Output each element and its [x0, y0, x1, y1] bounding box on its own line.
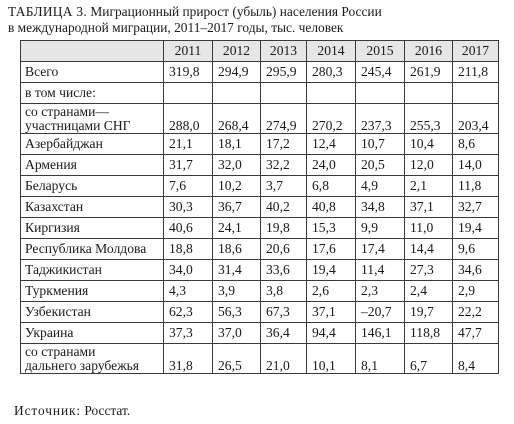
table-cell: 8,1	[356, 344, 405, 374]
table-cell: 319,8	[164, 62, 213, 83]
table-cell: 17,2	[261, 134, 307, 155]
table-cell: 9,9	[356, 218, 405, 239]
table-cell: 31,4	[213, 260, 261, 281]
table-row	[21, 197, 499, 218]
table-cell: 11,0	[405, 218, 453, 239]
row-label	[21, 344, 164, 374]
row-label	[21, 281, 164, 302]
table-cell: 118,8	[405, 323, 453, 344]
row-label-line: Азербайджан	[25, 136, 103, 151]
header-corner	[21, 41, 164, 62]
table-cell: –20,7	[356, 302, 405, 323]
table-row	[21, 134, 499, 155]
table-cell: 19,4	[453, 218, 499, 239]
table-cell: 22,2	[453, 302, 499, 323]
table-cell: 10,1	[307, 344, 356, 374]
row-label	[21, 260, 164, 281]
source-note	[14, 403, 130, 419]
table-cell: 18,6	[213, 239, 261, 260]
table-cell: 17,4	[356, 239, 405, 260]
table-cell: 12,4	[307, 134, 356, 155]
table-cell: 37,0	[213, 323, 261, 344]
table-cell: 211,8	[453, 62, 499, 83]
row-label-line: Таджикистан	[25, 262, 102, 277]
table-cell: 18,1	[213, 134, 261, 155]
table-cell: 33,6	[261, 260, 307, 281]
row-label	[21, 218, 164, 239]
year-header: 2012	[213, 41, 261, 62]
table-cell: 20,5	[356, 155, 405, 176]
table-cell: 237,3	[356, 104, 405, 134]
table-row	[21, 176, 499, 197]
table-cell: 11,4	[356, 260, 405, 281]
table-cell: 295,9	[261, 62, 307, 83]
row-label-line: Всего	[25, 64, 59, 79]
table-cell: 2,1	[405, 176, 453, 197]
table-cell: 20,6	[261, 239, 307, 260]
table-row	[21, 344, 499, 374]
table-cell: 288,0	[164, 104, 213, 134]
table-cell: 21,0	[261, 344, 307, 374]
table-cell: 15,3	[307, 218, 356, 239]
table-cell	[213, 83, 261, 104]
table-cell: 30,3	[164, 197, 213, 218]
table-cell	[356, 83, 405, 104]
table-cell: 4,3	[164, 281, 213, 302]
table-cell: 146,1	[356, 323, 405, 344]
migration-table	[20, 40, 499, 374]
table-cell: 19,4	[307, 260, 356, 281]
header-row	[21, 41, 499, 62]
table-cell: 10,4	[405, 134, 453, 155]
row-label	[21, 62, 164, 83]
row-label-line: Украина	[25, 325, 74, 340]
year-header: 2015	[356, 41, 405, 62]
table-cell: 2,6	[307, 281, 356, 302]
table-cell: 24,0	[307, 155, 356, 176]
table-cell: 261,9	[405, 62, 453, 83]
table-cell: 245,4	[356, 62, 405, 83]
table-row	[21, 155, 499, 176]
row-label-line: Казахстан	[25, 199, 84, 214]
row-label-line: Республика Молдова	[25, 241, 147, 256]
table-cell: 8,4	[453, 344, 499, 374]
table-row	[21, 104, 499, 134]
source-label: Источник:	[14, 403, 82, 418]
table-cell: 17,6	[307, 239, 356, 260]
year-header: 2011	[164, 41, 213, 62]
table-row	[21, 302, 499, 323]
row-label	[21, 302, 164, 323]
row-label	[21, 197, 164, 218]
table-cell: 19,8	[261, 218, 307, 239]
table-row	[21, 239, 499, 260]
table-cell: 10,2	[213, 176, 261, 197]
row-label	[21, 323, 164, 344]
table-cell: 9,6	[453, 239, 499, 260]
table-cell: 203,4	[453, 104, 499, 134]
table-cell: 36,4	[261, 323, 307, 344]
row-label-line: Узбекистан	[25, 304, 91, 319]
table-cell: 34,6	[453, 260, 499, 281]
table-cell: 3,9	[213, 281, 261, 302]
table-cell: 7,6	[164, 176, 213, 197]
table-cell: 294,9	[213, 62, 261, 83]
year-header: 2016	[405, 41, 453, 62]
table-cell: 14,0	[453, 155, 499, 176]
table-cell	[164, 83, 213, 104]
row-label-line: со странами—	[25, 103, 109, 119]
caption-line-1	[8, 4, 508, 20]
table-cell: 2,4	[405, 281, 453, 302]
table-number-label: ТАБЛИЦА 3.	[8, 4, 88, 19]
table-cell: 40,8	[307, 197, 356, 218]
table-cell: 37,1	[405, 197, 453, 218]
year-header: 2014	[307, 41, 356, 62]
row-label	[21, 134, 164, 155]
row-label-line: Беларусь	[25, 178, 78, 193]
row-label-line: со странами	[25, 343, 96, 359]
table-cell: 11,8	[453, 176, 499, 197]
table-cell: 36,7	[213, 197, 261, 218]
row-label	[21, 83, 164, 104]
table-cell: 3,8	[261, 281, 307, 302]
table-cell: 4,9	[356, 176, 405, 197]
row-label-line: Туркмения	[25, 283, 89, 298]
table-cell: 56,3	[213, 302, 261, 323]
row-label	[21, 239, 164, 260]
table-cell: 6,8	[307, 176, 356, 197]
table-cell: 24,1	[213, 218, 261, 239]
table-cell: 37,1	[307, 302, 356, 323]
table-row	[21, 83, 499, 104]
row-label	[21, 176, 164, 197]
table-cell: 18,8	[164, 239, 213, 260]
table-cell: 270,2	[307, 104, 356, 134]
table-cell	[405, 83, 453, 104]
table-row	[21, 62, 499, 83]
year-header: 2013	[261, 41, 307, 62]
table-row	[21, 260, 499, 281]
table-cell: 268,4	[213, 104, 261, 134]
table-row	[21, 323, 499, 344]
table-cell: 19,7	[405, 302, 453, 323]
table-cell: 31,7	[164, 155, 213, 176]
row-label-line: Киргизия	[25, 220, 80, 235]
row-label	[21, 104, 164, 134]
table-cell: 40,6	[164, 218, 213, 239]
table-cell: 2,3	[356, 281, 405, 302]
table-cell	[453, 83, 499, 104]
row-label-line: участницами СНГ	[25, 117, 131, 133]
table-cell: 10,7	[356, 134, 405, 155]
row-label-line: в том числе:	[25, 85, 96, 100]
caption-line-2: в международной миграции, 2011–2017 годы, тыс. человек	[8, 20, 344, 35]
table-cell: 21,1	[164, 134, 213, 155]
table-cell: 62,3	[164, 302, 213, 323]
table-cell: 12,0	[405, 155, 453, 176]
table-cell: 94,4	[307, 323, 356, 344]
table-row	[21, 281, 499, 302]
table-cell	[307, 83, 356, 104]
table-cell: 31,8	[164, 344, 213, 374]
row-label-line: дальнего зарубежья	[25, 357, 140, 373]
table-cell: 40,2	[261, 197, 307, 218]
table-cell: 32,2	[261, 155, 307, 176]
table-cell: 34,0	[164, 260, 213, 281]
table-cell: 34,8	[356, 197, 405, 218]
table-title: Миграционный прирост (убыль) населения России	[90, 4, 382, 19]
table-row	[21, 218, 499, 239]
table-cell: 255,3	[405, 104, 453, 134]
table-cell: 3,7	[261, 176, 307, 197]
table-cell: 14,4	[405, 239, 453, 260]
table-cell: 37,3	[164, 323, 213, 344]
row-label-line: Армения	[25, 157, 77, 172]
table-cell: 274,9	[261, 104, 307, 134]
table-cell: 32,7	[453, 197, 499, 218]
table-cell: 32,0	[213, 155, 261, 176]
table-cell	[261, 83, 307, 104]
table-cell: 26,5	[213, 344, 261, 374]
table-cell: 27,3	[405, 260, 453, 281]
table-cell: 8,6	[453, 134, 499, 155]
row-label	[21, 155, 164, 176]
year-header: 2017	[453, 41, 499, 62]
table-cell: 280,3	[307, 62, 356, 83]
table-cell: 67,3	[261, 302, 307, 323]
table-cell: 6,7	[405, 344, 453, 374]
table-caption	[8, 4, 508, 36]
table-cell: 2,9	[453, 281, 499, 302]
table-cell: 47,7	[453, 323, 499, 344]
source-text: Росстат.	[84, 403, 131, 418]
